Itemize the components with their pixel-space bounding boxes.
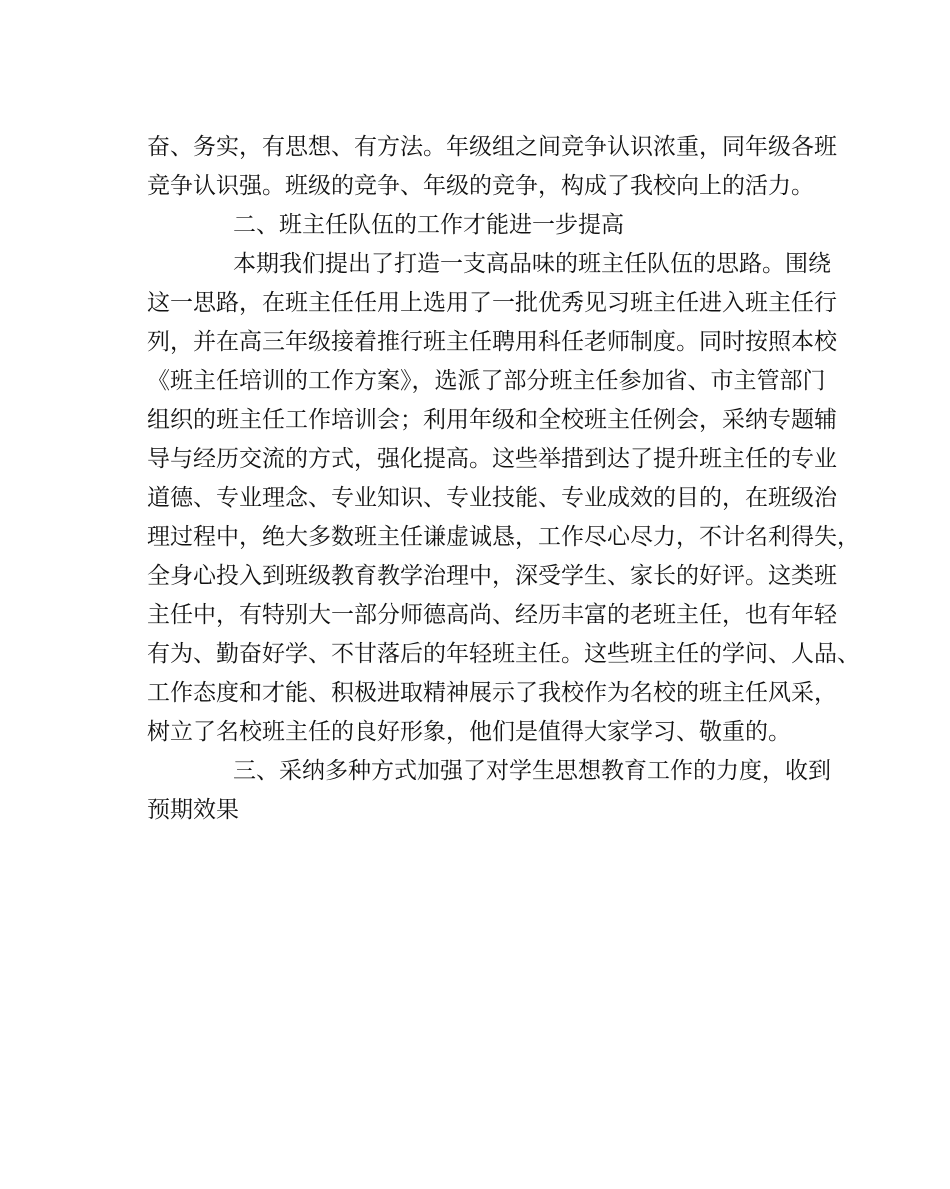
section-heading-3: 三、采纳多种方式加强了对学生思想教育工作的力度，收到 [233, 758, 831, 784]
text-line: 竞争认识强。班级的竞争、年级的竞争，构成了我校向上的活力。 [147, 173, 814, 199]
paragraph-start-line: 本期我们提出了打造一支高品味的班主任队伍的思路。围绕 [233, 251, 831, 277]
text-line: 主任中，有特别大一部分师德高尚、经历丰富的老班主任，也有年轻 [147, 602, 837, 628]
document-body [147, 128, 860, 830]
text-line: 预期效果 [147, 797, 239, 823]
text-line: 全身心投入到班级教育教学治理中，深受学生、家长的好评。这类班 [147, 563, 837, 589]
section-heading-2: 二、班主任队伍的工作才能进一步提高 [233, 212, 624, 238]
text-line: 组织的班主任工作培训会；利用年级和全校班主任例会，采纳专题辅 [147, 407, 837, 433]
text-line: 有为、勤奋好学、不甘落后的年轻班主任。这些班主任的学问、人品、 [147, 641, 860, 667]
text-line: 导与经历交流的方式，强化提高。这些举措到达了提升班主任的专业 [147, 446, 837, 472]
text-line: 工作态度和才能、积极进取精神展示了我校作为名校的班主任风采， [147, 680, 837, 706]
text-line: 这一思路，在班主任任用上选用了一批优秀见习班主任进入班主任行 [147, 290, 837, 316]
text-line: 道德、专业理念、专业知识、专业技能、专业成效的目的，在班级治 [147, 485, 837, 511]
text-line: 理过程中，绝大多数班主任谦虚诚恳，工作尽心尽力，不计名利得失， [147, 524, 860, 550]
text-line: 奋、务实，有思想、有方法。年级组之间竞争认识浓重，同年级各班 [147, 134, 837, 160]
text-line: 列，并在高三年级接着推行班主任聘用科任老师制度。同时按照本校 [147, 329, 837, 355]
text-line: 《班主任培训的工作方案》，选派了部分班主任参加省、市主管部门 [147, 368, 826, 394]
text-line: 树立了名校班主任的良好形象，他们是值得大家学习、敬重的。 [147, 719, 791, 745]
